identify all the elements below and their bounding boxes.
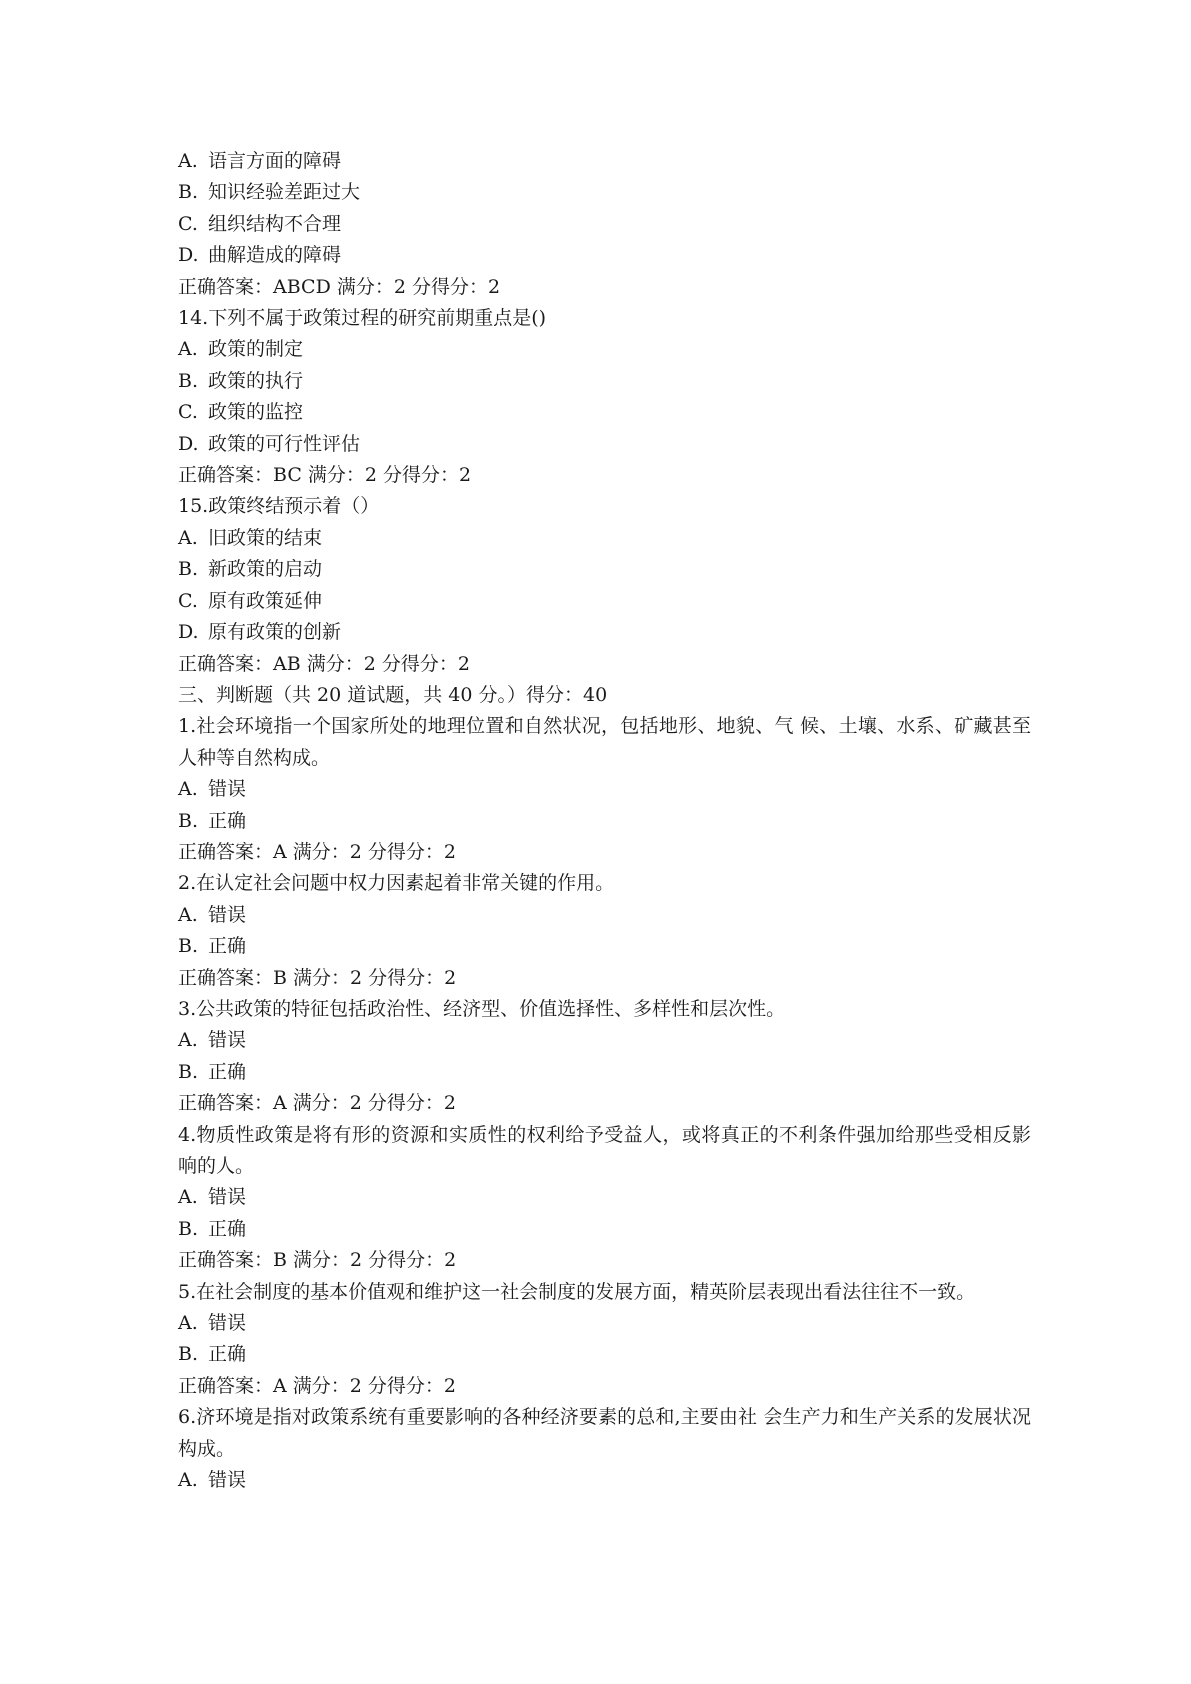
question-text: 4.物质性政策是将有形的资源和实质性的权利给予受益人，或将真正的不利条件强加给那些受相反影响的人。 — [178, 1123, 1031, 1177]
option-letter: B. — [178, 1060, 199, 1083]
answer-option — [178, 1057, 1031, 1088]
answer-option — [178, 209, 1031, 240]
answer-key-line: 正确答案：A 满分：2 分得分：2 — [178, 1092, 456, 1115]
option-text: 错误 — [208, 778, 247, 801]
answer-option — [178, 931, 1031, 962]
option-letter: D. — [178, 621, 199, 644]
option-letter: A. — [178, 778, 198, 801]
answer-option — [178, 397, 1031, 428]
option-letter: D. — [178, 432, 199, 455]
option-text: 语言方面的障碍 — [208, 150, 342, 172]
option-text: 错误 — [208, 903, 247, 926]
option-text: 错误 — [208, 1186, 247, 1209]
option-text: 曲解造成的障碍 — [208, 244, 342, 267]
option-letter: B. — [178, 1343, 199, 1366]
question-text: 3.公共政策的特征包括政治性、经济型、价值选择性、多样性和层次性。 — [178, 997, 786, 1020]
answer-option — [178, 1025, 1031, 1056]
option-letter: B. — [178, 935, 199, 958]
answer-key-line: 正确答案：A 满分：2 分得分：2 — [178, 1374, 456, 1397]
answer-option — [178, 1182, 1031, 1213]
question-text: 6.济环境是指对政策系统有重要影响的各种经济要素的总和,主要由社 会生产力和生产关系的发展状况构成。 — [178, 1406, 1031, 1460]
option-text: 新政策的启动 — [208, 558, 323, 581]
answer-option — [178, 366, 1031, 397]
answer-option — [178, 1214, 1031, 1245]
option-text: 正确 — [208, 1343, 247, 1366]
option-text: 政策的执行 — [208, 369, 304, 392]
answer-key-line: 正确答案：B 满分：2 分得分：2 — [178, 966, 457, 989]
answer-option — [178, 586, 1031, 617]
answer-option — [178, 146, 1031, 177]
answer-option — [178, 334, 1031, 365]
option-text: 政策的制定 — [208, 338, 304, 361]
question-text: 5.在社会制度的基本价值观和维护这一社会制度的发展方面，精英阶层表现出看法往往不一致。 — [178, 1280, 976, 1303]
answer-option — [178, 554, 1031, 585]
option-letter: A. — [178, 150, 198, 172]
answer-option — [178, 429, 1031, 460]
option-letter: B. — [178, 558, 199, 581]
option-letter: A. — [178, 1312, 198, 1335]
option-letter: A. — [178, 903, 198, 926]
option-text: 错误 — [208, 1469, 247, 1492]
answer-option — [178, 523, 1031, 554]
option-letter: A. — [178, 526, 198, 549]
answer-option — [178, 1308, 1031, 1339]
option-letter: B. — [178, 181, 199, 204]
answer-option — [178, 806, 1031, 837]
option-text: 错误 — [208, 1029, 247, 1052]
answer-option — [178, 900, 1031, 931]
option-text: 原有政策的创新 — [208, 621, 342, 644]
document-body — [178, 146, 1031, 1496]
section-heading: 三、判断题（共 20 道试题，共 40 分。）得分：40 — [178, 683, 608, 706]
option-text: 正确 — [208, 1217, 247, 1240]
answer-option — [178, 240, 1031, 271]
option-text: 正确 — [208, 809, 247, 832]
question-text: 14.下列不属于政策过程的研究前期重点是() — [178, 307, 547, 330]
option-letter: D. — [178, 244, 199, 267]
answer-option — [178, 177, 1031, 208]
option-text: 组织结构不合理 — [208, 212, 342, 235]
answer-key-line: 正确答案：ABCD 满分：2 分得分：2 — [178, 275, 501, 298]
option-letter: B. — [178, 809, 199, 832]
question-text: 1.社会环境指一个国家所处的地理位置和自然状况，包括地形、地貌、气 候、土壤、水系、矿藏甚至人种等自然构成。 — [178, 715, 1031, 769]
option-letter: A. — [178, 1469, 198, 1492]
option-letter: B. — [178, 1217, 199, 1240]
question-text: 15.政策终结预示着（） — [178, 495, 380, 518]
option-letter: B. — [178, 369, 199, 392]
option-text: 错误 — [208, 1312, 247, 1335]
answer-option — [178, 1465, 1031, 1496]
option-letter: C. — [178, 401, 198, 424]
option-letter: C. — [178, 212, 198, 235]
answer-option — [178, 617, 1031, 648]
option-text: 政策的监控 — [208, 401, 304, 424]
answer-option — [178, 1339, 1031, 1370]
answer-key-line: 正确答案：AB 满分：2 分得分：2 — [178, 652, 470, 675]
option-text: 旧政策的结束 — [208, 526, 323, 549]
option-text: 知识经验差距过大 — [208, 181, 361, 204]
option-text: 原有政策延伸 — [208, 589, 323, 612]
question-text: 2.在认定社会问题中权力因素起着非常关键的作用。 — [178, 872, 615, 895]
answer-key-line: 正确答案：BC 满分：2 分得分：2 — [178, 464, 472, 487]
document-page — [178, 146, 1031, 1496]
option-letter: A. — [178, 1029, 198, 1052]
option-text: 正确 — [208, 1060, 247, 1083]
option-text: 正确 — [208, 935, 247, 958]
option-letter: C. — [178, 589, 198, 612]
answer-key-line: 正确答案：B 满分：2 分得分：2 — [178, 1249, 457, 1272]
answer-option — [178, 774, 1031, 805]
option-text: 政策的可行性评估 — [208, 432, 361, 455]
answer-key-line: 正确答案：A 满分：2 分得分：2 — [178, 840, 456, 863]
option-letter: A. — [178, 338, 198, 361]
option-letter: A. — [178, 1186, 198, 1209]
